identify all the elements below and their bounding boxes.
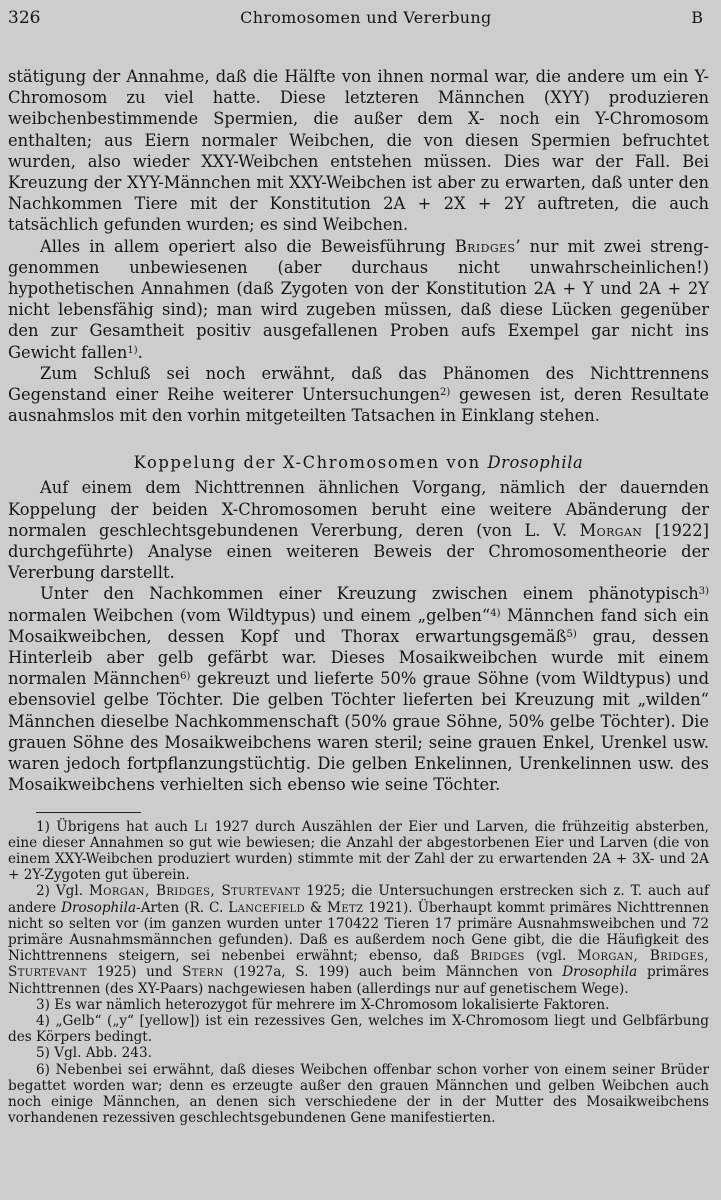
paragraph-koppelung: Auf einem dem Nichttrennen ähnlichen Vorgang, nämlich der dauernden Koppelung der beiden X-Chromosomen beruht eine weitere Abänderung der normalen geschlechtsgebundenen Vererbung, deren (von L. V. Morgan [1922] durchgeführte) Analyse einen weiteren Beweis der Chromosomentheorie der Vererbung darstellt. xyxy=(8,478,709,583)
signature-mark: B xyxy=(691,8,703,27)
footnote-ref-1: 1) xyxy=(127,344,138,356)
footnote-ref-3: 3) xyxy=(698,586,709,598)
footnote-5: 5) Vgl. Abb. 243. xyxy=(36,1045,152,1062)
footnote-ref-4: 4) xyxy=(490,607,501,619)
paragraph-conclusion: Zum Schluß sei noch erwähnt, daß das Phänomen des Nichttrennens Gegenstand einer Reihe weiterer Untersuchungen$^{2)}$ gewesen ist, deren Resultate ausnahmslos mit den vorhin mitgeteilten Tatsachen in Einklang stehen. xyxy=(8,363,709,426)
footnote-1: 1) Übrigens hat auch Li 1927 durch Auszählen der Eier und Larven, die frühzeitig absterben, eine dieser Annahmen so gut wie bewiesen; die Anzahl der abgestorbenen Eier und Larven (die von einem XXY-Weibchen produziert wurden) stimmte mit der Zahl der zu erwartenden 2A + 3X- und 2A + 2Y-Zygoten gut überein. xyxy=(8,818,709,884)
footnote-6: 6) Nebenbei sei erwähnt, daß dieses Weibchen offenbar schon vorher von einem seiner Brüder begattet worden war; denn es erzeugte außer den grauen Männchen und gelben Weibchen auch noch einige Männchen, an denen sich verschiedene der in der Mutter des Mosaikweibchens vorhandenen rezessiven geschlechtsgebundenen Gene manifestierten. xyxy=(8,1061,709,1127)
footnote-ref-6: 6) xyxy=(180,671,191,683)
section-heading: Koppelung der X-Chromosomen von Drosophila xyxy=(133,453,584,473)
footnote-ref-5: 5) xyxy=(566,628,577,640)
paragraph-mosaic: Unter den Nachkommen einer Kreuzung zwischen einem phänotypisch$^{3)}$ normalen Weibchen (vom Wildtypus) und einem „gelben“$^{4)}$ Männchen fand sich ein Mosaikweibchen, dessen Kopf und Thorax erwartungsgemäß$^{5)}$ grau, dessen Hinterleib aber gelb gefärbt war. Dieses Mosaikweibchen wurde mit einem normalen Männchen$^{6)}$ gekreuzt und lieferte 50% graue Söhne (vom Wildtypus) und ebensoviel gelbe Töchter. Die gelben Töchter lieferten bei Kreuzung mit „wilden“ Männchen dieselbe Nachkommenschaft (50% graue Söhne, 50% gelbe Töchter). Die grauen Söhne des Mosaikweibchens waren steril; seine grauen Enkel, Urenkel usw. waren jedoch fortpflanzungstüchtig. Die gelben Enkelinnen, Urenkelinnen usw. des Mosaikweibchens verhielten sich ebenso wie seine Töchter. xyxy=(8,584,710,795)
footnote-divider xyxy=(36,812,141,813)
footnote-4: 4) „Gelb“ („y“ [yellow]) ist ein rezessives Gen, welches im X-Chromosom liegt und Gelbfärbung des Körpers bedingt. xyxy=(8,1012,709,1046)
running-title: Chromosomen und Vererbung xyxy=(240,8,492,27)
main-text xyxy=(8,66,709,796)
paragraph-continuation: stätigung der Annahme, daß die Hälfte von ihnen normal war, die andere um ein Y-Chromosom zu viel hatte. Diese letzteren Männchen (XYY) produzieren weibchenbestimmende Spermien, die außer dem X- noch ein Y-Chromosom enthalten; aus Eiern normaler Weibchen, die von diesen Spermien befruchtet wurden, also wieder XXY-Weibchen entstehen müssen. Dies war der Fall. Bei Kreuzung der XYY-Männchen mit XXY-Weibchen ist aber zu erwarten, daß unter den Nachkommen Tiere mit der Konstitution 2A + 2X + 2Y auftreten, die auch tatsächlich gefunden wurden; es sind Weibchen. xyxy=(8,67,709,235)
author-name: Morgan xyxy=(579,520,643,540)
running-header xyxy=(8,8,709,38)
footnote-2: 2) Vgl. Morgan, Bridges, Sturtevant 1925; die Untersuchungen erstrecken sich z. T. auch auf andere Drosophila-Arten (R. C. Lancefield & Metz 1921). Überhaupt kommt primäres Nichttrennen nicht so selten vor (im ganzen wurden unter 170422 Tieren 17 primäre Ausnahmsweibchen und 72 primäre Ausnahmsmännchen gefunden). Daß es außerdem noch Gene gibt, die die Häufigkeit des Nichttrennens steigern, sei nebenbei erwähnt; ebenso, daß Bridges (vgl. Morgan, Bridges, Sturtevant 1925) und Stern (1927a, S. 199) auch beim Männchen von Drosophila primäres Nichttrennen (des XY-Paars) nachgewiesen haben (allerdings nur auf genetischem Wege). xyxy=(8,883,709,997)
footnotes xyxy=(8,819,709,1127)
footnote-ref-2: 2) xyxy=(439,387,451,399)
page-number: 326 xyxy=(8,8,41,28)
paragraph-bridges: Alles in allem operiert also die Beweisführung Bridges’ nur mit zwei streng-genommen unbewiesenen (aber durchaus nicht unwahrscheinlichen!) hypothetischen Annahmen (daß Zygoten von der Konstitution 2A + Y und 2A + 2Y nicht lebensfähig sind); man wird zugeben müssen, daß diese Lücken gegenüber den zur Gesamtheit positiv ausgefallenen Proben aufs Exempel gar nicht ins Gewicht fallen$^{1)}$. xyxy=(8,236,709,362)
author-name: Bridges xyxy=(454,236,516,256)
footnote-3: 3) Es war nämlich heterozygot für mehrere im X-Chromosom lokalisierte Faktoren. xyxy=(36,996,610,1013)
